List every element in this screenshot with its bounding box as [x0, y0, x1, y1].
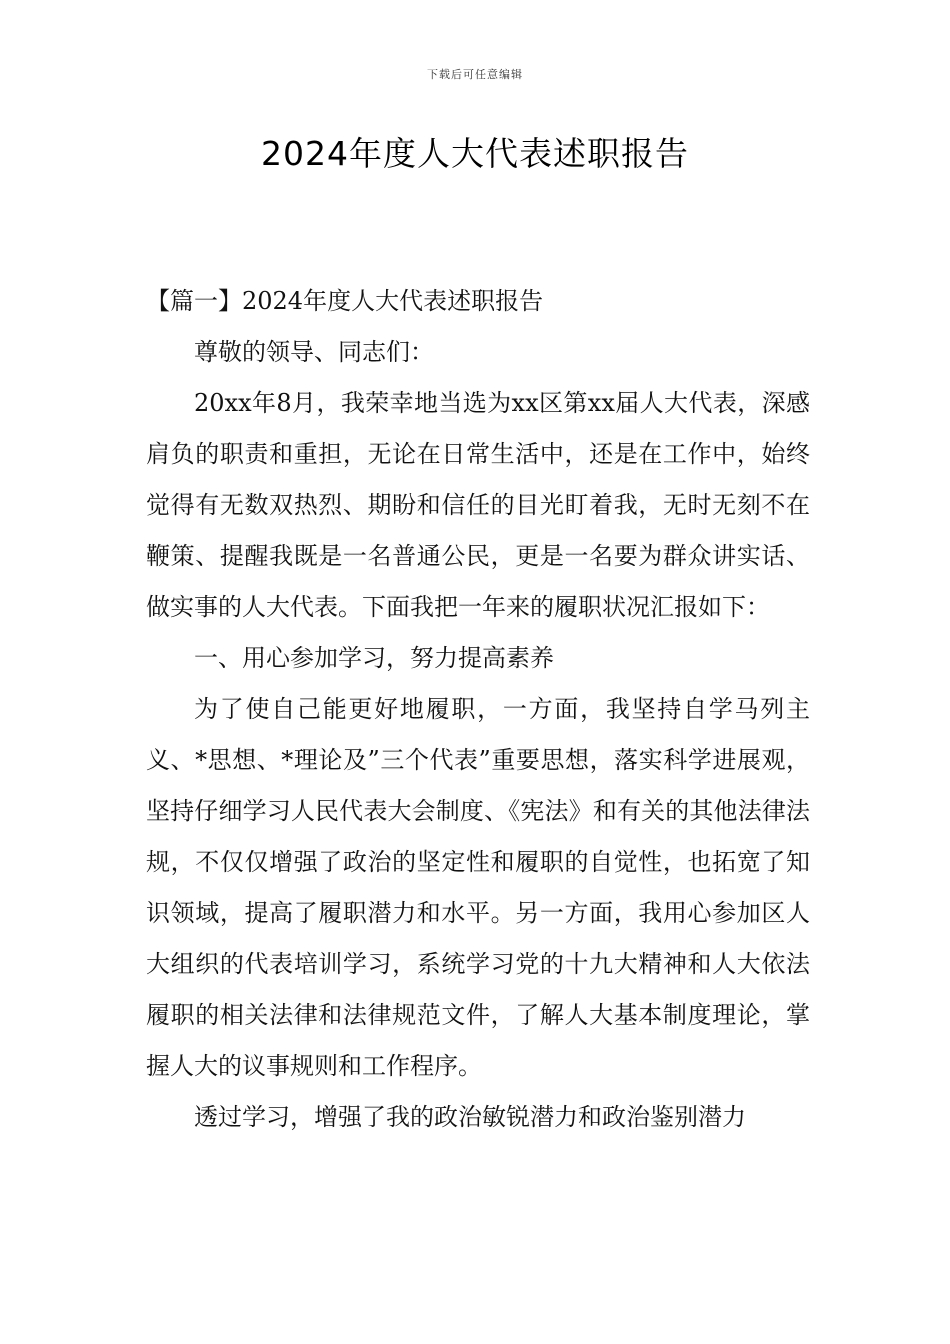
section-heading-1: 一、用心参加学习，努力提高素养 [194, 644, 554, 672]
salutation: 尊敬的领导、同志们： [194, 338, 434, 366]
document-title: 2024年度人大代表述职报告 [261, 134, 689, 173]
article-subtitle: 【篇一】2024年度人大代表述职报告 [146, 287, 544, 315]
paragraph-3: 透过学习，增强了我的政治敏锐潜力和政治鉴别潜力 [194, 1103, 746, 1131]
document-body [146, 276, 810, 1143]
header-note: 下载后可任意编辑 [427, 68, 523, 81]
paragraph-2: 为了使自己能更好地履职，一方面，我坚持自学马列主义、*思想、*理论及”三个代表”重要思想，落实科学进展观，坚持仔细学习人民代表大会制度、《宪法》和有关的其他法律法规，不仅仅增强了政治的坚定性和履职的自觉性，也拓宽了知识领域，提高了履职潜力和水平。另一方面，我用心参加区人大组织的代表培训学习，系统学习党的十九大精神和人大依法履职的相关法律和法律规范文件，了解人大基本制度理论，掌握人大的议事规则和工作程序。 [146, 695, 810, 1080]
paragraph-1: 20xx年8月，我荣幸地当选为xx区第xx届人大代表，深感肩负的职责和重担，无论在日常生活中，还是在工作中，始终觉得有无数双热烈、期盼和信任的目光盯着我，无时无刻不在鞭策、提醒我既是一名普通公民，更是一名要为群众讲实话、做实事的人大代表。下面我把一年来的履职状况汇报如下： [146, 389, 810, 621]
